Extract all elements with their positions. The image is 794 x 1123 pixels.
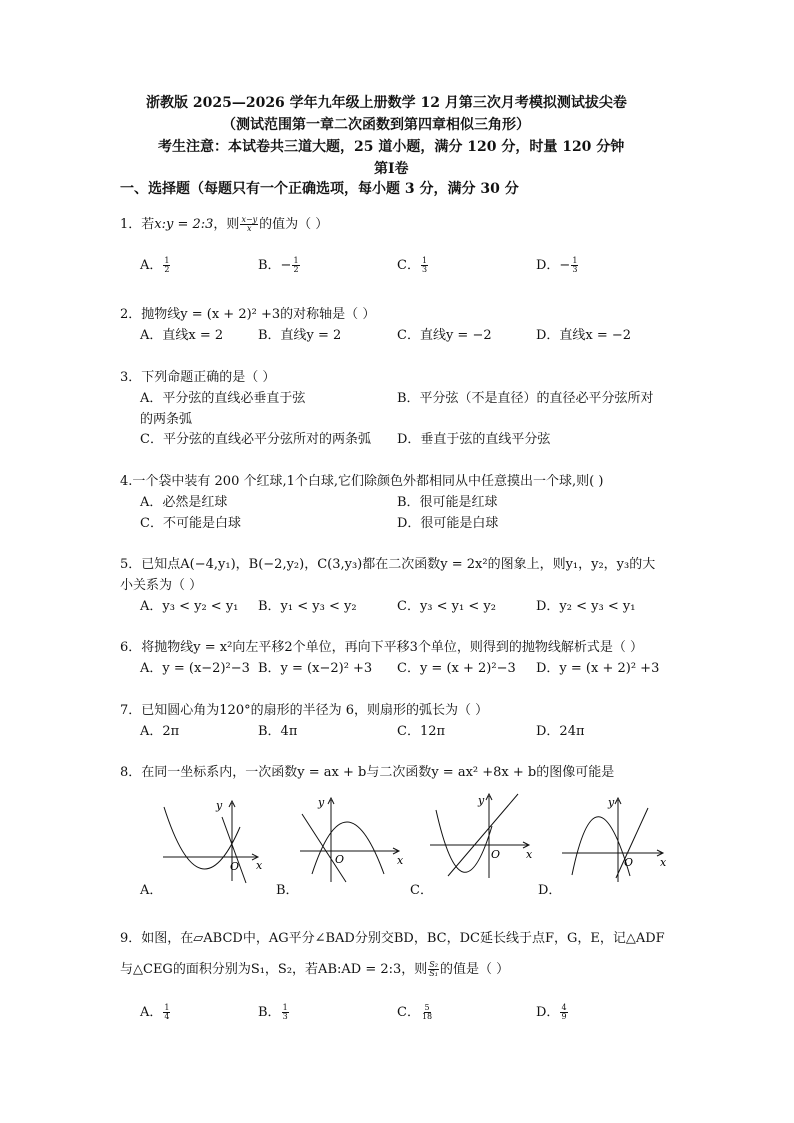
question-8-option-c: C． xyxy=(410,883,433,898)
question-7-stem: 7．已知圆心角为120°的扇形的半径为 6，则扇形的弧长为（ ） xyxy=(120,703,489,718)
axis-y-label: y xyxy=(216,799,223,812)
parabola-curve xyxy=(312,822,384,874)
axis-x-label: x xyxy=(526,848,533,861)
question-1-stem: 1．若x:y = 2:3，则 $\frac{x-y}{x}$ 的值为（ ） xyxy=(120,215,329,233)
question-8-graph-c xyxy=(428,788,540,883)
line-graph xyxy=(222,817,246,883)
question-7-option-a: A．2π xyxy=(140,724,180,739)
axis-x-label: x xyxy=(397,854,404,867)
origin-label: O xyxy=(624,856,634,869)
exam-subtitle: （测试范围第一章二次函数到第四章相似三角形） xyxy=(222,117,530,133)
question-8-option-a: A． xyxy=(140,883,163,898)
question-7-option-d: D．24π xyxy=(536,724,585,739)
question-9-stem: 9．如图，在▱ABCD中，AG平分∠BAD分别交BD，BC，DC延长线于点F，G，E，记△ADF xyxy=(120,931,665,946)
question-4-stem: 4.一个袋中装有 200 个红球,1个白球,它们除颜色外都相同从中任意摸出一个球,则( ) xyxy=(120,474,604,489)
question-2-stem: 2．抛物线y = (x + 2)² +3的对称轴是（ ） xyxy=(120,307,376,322)
question-4-option-b: B．很可能是红球 xyxy=(397,495,498,510)
question-2-option-c: C．直线y = −2 xyxy=(397,328,492,343)
question-9-stem-cont: 与△CEG的面积分别为S₁，S₂，若AB:AD = 2:3，则 $\frac{\text{S₂}}{\text{S₁}}$ 的值是（ ） xyxy=(120,960,510,978)
exam-title: 浙教版 2025—2026 学年九年级上册数学 12 月第三次月考模拟测试拔尖卷 xyxy=(146,95,627,111)
axis-x-label: x xyxy=(256,859,263,872)
question-1-option-d: D．− $\frac{1}{3}$ xyxy=(536,256,578,274)
question-7-option-b: B．4π xyxy=(258,724,298,739)
question-2-option-d: D．直线x = −2 xyxy=(536,328,632,343)
origin-label: O xyxy=(335,853,345,866)
question-6-stem: 6．将抛物线y = x²向左平移2个单位，再向下平移3个单位，则得到的抛物线解析式是（ ） xyxy=(120,640,643,655)
question-8-option-d: D． xyxy=(538,883,562,898)
question-3-stem: 3．下列命题正确的是（ ） xyxy=(120,370,276,385)
question-8-graph-d xyxy=(560,790,672,885)
question-9-option-d: D． $\frac{4}{9}$ xyxy=(536,1003,567,1021)
question-6-option-c: C．y = (x + 2)²−3 xyxy=(397,661,516,676)
question-8-graph-b xyxy=(298,790,410,885)
question-8-stem: 8．在同一坐标系内，一次函数y = ax + b与二次函数y = ax² +8x + b的图像可能是 xyxy=(120,765,615,780)
question-5-stem: 5．已知点A(−4,y₁)，B(−2,y₂)，C(3,y₃)都在二次函数y = 2x²的图象上，则y₁，y₂，y₃的大 xyxy=(120,557,656,572)
exam-notice: 考生注意：本试卷共三道大题，25 道小题，满分 120 分，时量 120 分钟 xyxy=(158,139,625,155)
origin-label: O xyxy=(230,860,240,873)
question-9-option-b: B． $\frac{1}{3}$ xyxy=(258,1003,288,1021)
question-1-option-b: B．− $\frac{1}{2}$ xyxy=(258,256,299,274)
question-4-option-c: C．不可能是白球 xyxy=(140,516,241,531)
question-7-option-c: C．12π xyxy=(397,724,446,739)
parabola-curve xyxy=(164,807,240,869)
question-1-option-a: A． $\frac{1}{2}$ xyxy=(140,256,170,274)
question-6-option-b: B．y = (x−2)² +3 xyxy=(258,661,373,676)
axis-x-label: x xyxy=(660,856,667,869)
question-6-option-d: D．y = (x + 2)² +3 xyxy=(536,661,660,676)
question-1-option-c: C． $\frac{1}{3}$ xyxy=(397,256,428,274)
question-5-stem-cont: 小关系为（ ） xyxy=(120,578,203,593)
question-6-option-a: A．y = (x−2)²−3 xyxy=(140,661,250,676)
question-4-option-d: D．很可能是白球 xyxy=(397,516,499,531)
question-4-option-a: A．必然是红球 xyxy=(140,495,228,510)
section-heading: 一、选择题（每题只有一个正确选项，每小题 3 分，满分 30 分 xyxy=(120,181,519,197)
question-3-option-b-cont: 的两条弧 xyxy=(140,412,193,427)
question-2-option-a: A．直线x = 2 xyxy=(140,328,224,343)
question-3-option-b: B．平分弦（不是直径）的直径必平分弦所对 xyxy=(397,391,654,406)
question-3-option-c: C．平分弦的直线必平分弦所对的两条弧 xyxy=(140,432,371,447)
question-3-option-a: A．平分弦的直线必垂直于弦 xyxy=(140,391,306,406)
question-9-option-a: A． $\frac{1}{4}$ xyxy=(140,1003,170,1021)
axis-y-label: y xyxy=(608,796,615,809)
question-5-option-b: B．y₁ < y₃ < y₂ xyxy=(258,599,357,614)
origin-label: O xyxy=(491,848,501,861)
question-9-option-c: C． $\frac{5}{18}$ xyxy=(397,1003,433,1021)
question-8-graph-a xyxy=(160,795,265,885)
question-5-option-c: C．y₃ < y₁ < y₂ xyxy=(397,599,496,614)
question-5-option-d: D．y₂ < y₃ < y₁ xyxy=(536,599,636,614)
question-5-option-a: A．y₃ < y₂ < y₁ xyxy=(140,599,239,614)
question-2-option-b: B．直线y = 2 xyxy=(258,328,342,343)
question-8-option-b: B． xyxy=(276,883,299,898)
question-3-option-d: D．垂直于弦的直线平分弦 xyxy=(397,432,551,447)
part-label: 第Ⅰ卷 xyxy=(374,161,409,177)
axis-y-label: y xyxy=(478,794,485,807)
axis-y-label: y xyxy=(318,796,325,809)
parabola-curve xyxy=(436,810,492,872)
